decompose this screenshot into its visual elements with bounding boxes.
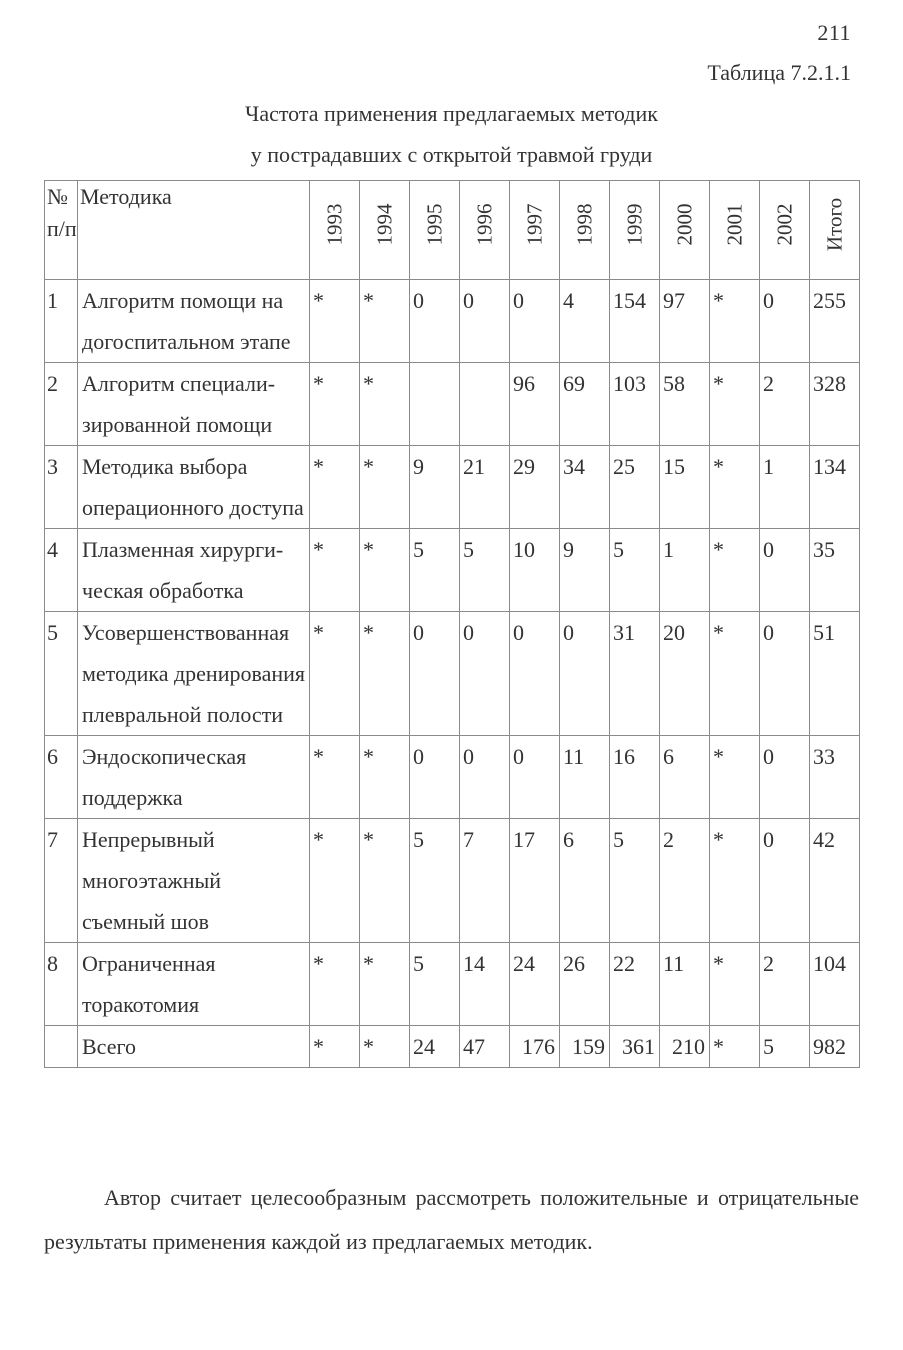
method-cell: Эндоскопическая поддержка bbox=[78, 736, 310, 819]
year-value-cell: 5 bbox=[410, 943, 460, 1026]
header-year-label: 2002 bbox=[772, 203, 796, 246]
header-year-label: 1994 bbox=[372, 203, 396, 246]
year-value-cell: 159 bbox=[560, 1026, 610, 1068]
header-year bbox=[510, 181, 560, 280]
year-value-cell: 7 bbox=[460, 819, 510, 943]
method-cell: Алгоритм специали-зированной помощи bbox=[78, 363, 310, 446]
year-value-cell: * bbox=[360, 736, 410, 819]
year-value-cell: * bbox=[710, 363, 760, 446]
year-value-cell: 10 bbox=[510, 529, 560, 612]
year-value-cell: 58 bbox=[660, 363, 710, 446]
year-value-cell: 20 bbox=[660, 612, 710, 736]
year-value-cell: * bbox=[310, 612, 360, 736]
year-value-cell: * bbox=[310, 943, 360, 1026]
year-value-cell: 361 bbox=[610, 1026, 660, 1068]
year-value-cell: 15 bbox=[660, 446, 710, 529]
year-value-cell: 14 bbox=[460, 943, 510, 1026]
total-cell: 134 bbox=[810, 446, 860, 529]
total-cell: 255 bbox=[810, 280, 860, 363]
header-year bbox=[460, 181, 510, 280]
row-number-cell bbox=[45, 1026, 78, 1068]
table-row bbox=[45, 446, 860, 529]
header-year bbox=[310, 181, 360, 280]
year-value-cell: 2 bbox=[660, 819, 710, 943]
year-value-cell: * bbox=[360, 446, 410, 529]
year-value-cell: * bbox=[360, 819, 410, 943]
year-value-cell: 97 bbox=[660, 280, 710, 363]
year-value-cell: 6 bbox=[560, 819, 610, 943]
year-value-cell: * bbox=[360, 612, 410, 736]
method-cell: Методика выбора операционного доступа bbox=[78, 446, 310, 529]
header-year bbox=[410, 181, 460, 280]
table-row bbox=[45, 363, 860, 446]
year-value-cell: 0 bbox=[410, 736, 460, 819]
year-value-cell: * bbox=[710, 1026, 760, 1068]
year-value-cell: * bbox=[360, 529, 410, 612]
table-summary-row bbox=[45, 1026, 860, 1068]
year-value-cell: 17 bbox=[510, 819, 560, 943]
year-value-cell: 29 bbox=[510, 446, 560, 529]
year-value-cell: 210 bbox=[660, 1026, 710, 1068]
year-value-cell: 9 bbox=[410, 446, 460, 529]
year-value-cell: 0 bbox=[410, 280, 460, 363]
year-value-cell: 103 bbox=[610, 363, 660, 446]
table-row bbox=[45, 943, 860, 1026]
table-row bbox=[45, 612, 860, 736]
year-value-cell: 0 bbox=[760, 529, 810, 612]
year-value-cell: * bbox=[710, 612, 760, 736]
row-number-cell: 1 bbox=[45, 280, 78, 363]
year-value-cell: 22 bbox=[610, 943, 660, 1026]
row-number-cell: 2 bbox=[45, 363, 78, 446]
header-year-label: 1993 bbox=[322, 203, 346, 246]
header-number bbox=[45, 181, 78, 280]
year-value-cell: * bbox=[360, 943, 410, 1026]
table-id: Таблица 7.2.1.1 bbox=[707, 60, 851, 85]
year-value-cell: 21 bbox=[460, 446, 510, 529]
total-cell: 42 bbox=[810, 819, 860, 943]
table-row bbox=[45, 736, 860, 819]
year-value-cell: 6 bbox=[660, 736, 710, 819]
year-value-cell: 5 bbox=[760, 1026, 810, 1068]
year-value-cell: * bbox=[310, 529, 360, 612]
year-value-cell: * bbox=[310, 280, 360, 363]
method-cell: Усовершенствованная методика дренирования плевральной полости bbox=[78, 612, 310, 736]
header-year bbox=[760, 181, 810, 280]
method-cell: Всего bbox=[78, 1026, 310, 1068]
year-value-cell: * bbox=[710, 943, 760, 1026]
year-value-cell: 5 bbox=[410, 529, 460, 612]
year-value-cell: 1 bbox=[660, 529, 710, 612]
year-value-cell: 24 bbox=[410, 1026, 460, 1068]
year-value-cell: 154 bbox=[610, 280, 660, 363]
table-row bbox=[45, 529, 860, 612]
year-value-cell: * bbox=[710, 529, 760, 612]
table-caption-line-1: Частота применения предлагаемых методик bbox=[245, 101, 658, 126]
frequency-table bbox=[44, 180, 860, 1068]
header-year bbox=[360, 181, 410, 280]
row-number-cell: 6 bbox=[45, 736, 78, 819]
row-number-cell: 5 bbox=[45, 612, 78, 736]
total-cell: 104 bbox=[810, 943, 860, 1026]
year-value-cell: * bbox=[710, 819, 760, 943]
year-value-cell: 0 bbox=[460, 612, 510, 736]
year-value-cell: 11 bbox=[560, 736, 610, 819]
header-year-label: 2000 bbox=[672, 203, 696, 246]
header-year bbox=[660, 181, 710, 280]
year-value-cell: 0 bbox=[410, 612, 460, 736]
year-value-cell: 0 bbox=[760, 819, 810, 943]
year-value-cell: 5 bbox=[410, 819, 460, 943]
row-number-cell: 8 bbox=[45, 943, 78, 1026]
year-value-cell: 31 bbox=[610, 612, 660, 736]
year-value-cell: * bbox=[710, 446, 760, 529]
header-total bbox=[810, 181, 860, 280]
header-number-symbol: № bbox=[47, 184, 68, 209]
year-value-cell: * bbox=[310, 819, 360, 943]
header-year-label: 1998 bbox=[572, 203, 596, 246]
header-number-abbr: п/п bbox=[47, 216, 77, 241]
header-year bbox=[610, 181, 660, 280]
year-value-cell: 5 bbox=[610, 819, 660, 943]
year-value-cell: 4 bbox=[560, 280, 610, 363]
header-year-label: 1995 bbox=[422, 203, 446, 246]
method-cell: Плазменная хирурги-ческая обработка bbox=[78, 529, 310, 612]
year-value-cell: 1 bbox=[760, 446, 810, 529]
year-value-cell: 2 bbox=[760, 943, 810, 1026]
year-value-cell: 96 bbox=[510, 363, 560, 446]
year-value-cell: 0 bbox=[510, 736, 560, 819]
year-value-cell: 5 bbox=[610, 529, 660, 612]
method-cell: Ограниченная торакотомия bbox=[78, 943, 310, 1026]
body-paragraph: Автор считает целесообразным рассмотреть положительные и отрицательные результаты применения каждой из предлагаемых методик. bbox=[44, 1185, 859, 1254]
year-value-cell: * bbox=[710, 280, 760, 363]
year-value-cell: 11 bbox=[660, 943, 710, 1026]
table-caption-line-2: у пострадавших с открытой травмой груди bbox=[250, 142, 653, 167]
year-value-cell: 176 bbox=[510, 1026, 560, 1068]
row-number-cell: 3 bbox=[45, 446, 78, 529]
year-value-cell bbox=[460, 363, 510, 446]
method-cell: Алгоритм помощи на догоспитальном этапе bbox=[78, 280, 310, 363]
year-value-cell: 24 bbox=[510, 943, 560, 1026]
year-value-cell: * bbox=[360, 363, 410, 446]
year-value-cell: 0 bbox=[760, 280, 810, 363]
year-value-cell: 26 bbox=[560, 943, 610, 1026]
header-year bbox=[560, 181, 610, 280]
year-value-cell: 9 bbox=[560, 529, 610, 612]
row-number-cell: 4 bbox=[45, 529, 78, 612]
year-value-cell: * bbox=[360, 1026, 410, 1068]
table-header-row bbox=[45, 181, 860, 280]
year-value-cell: 0 bbox=[560, 612, 610, 736]
year-value-cell: 2 bbox=[760, 363, 810, 446]
year-value-cell: 5 bbox=[460, 529, 510, 612]
year-value-cell: * bbox=[310, 1026, 360, 1068]
year-value-cell: 16 bbox=[610, 736, 660, 819]
year-value-cell: 25 bbox=[610, 446, 660, 529]
year-value-cell: * bbox=[310, 736, 360, 819]
header-total-label: Итого bbox=[822, 197, 846, 252]
row-number-cell: 7 bbox=[45, 819, 78, 943]
year-value-cell: 0 bbox=[760, 612, 810, 736]
page-number: 211 bbox=[817, 20, 851, 45]
header-year-label: 1997 bbox=[522, 203, 546, 246]
total-cell: 982 bbox=[810, 1026, 860, 1068]
total-cell: 35 bbox=[810, 529, 860, 612]
table-row bbox=[45, 280, 860, 363]
header-year bbox=[710, 181, 760, 280]
header-year-label: 2001 bbox=[722, 203, 746, 246]
total-cell: 51 bbox=[810, 612, 860, 736]
year-value-cell: 0 bbox=[460, 280, 510, 363]
header-method: Методика bbox=[78, 181, 310, 280]
table-body bbox=[45, 280, 860, 1068]
year-value-cell bbox=[410, 363, 460, 446]
header-year-label: 1999 bbox=[622, 203, 646, 246]
year-value-cell: 47 bbox=[460, 1026, 510, 1068]
total-cell: 328 bbox=[810, 363, 860, 446]
header-year-label: 1996 bbox=[472, 203, 496, 246]
year-value-cell: * bbox=[360, 280, 410, 363]
year-value-cell: 0 bbox=[510, 612, 560, 736]
year-value-cell: 69 bbox=[560, 363, 610, 446]
total-cell: 33 bbox=[810, 736, 860, 819]
table-row bbox=[45, 819, 860, 943]
year-value-cell: 0 bbox=[510, 280, 560, 363]
year-value-cell: * bbox=[310, 363, 360, 446]
year-value-cell: 0 bbox=[460, 736, 510, 819]
method-cell: Непрерывный многоэтажный съемный шов bbox=[78, 819, 310, 943]
year-value-cell: 34 bbox=[560, 446, 610, 529]
year-value-cell: * bbox=[710, 736, 760, 819]
year-value-cell: * bbox=[310, 446, 360, 529]
year-value-cell: 0 bbox=[760, 736, 810, 819]
